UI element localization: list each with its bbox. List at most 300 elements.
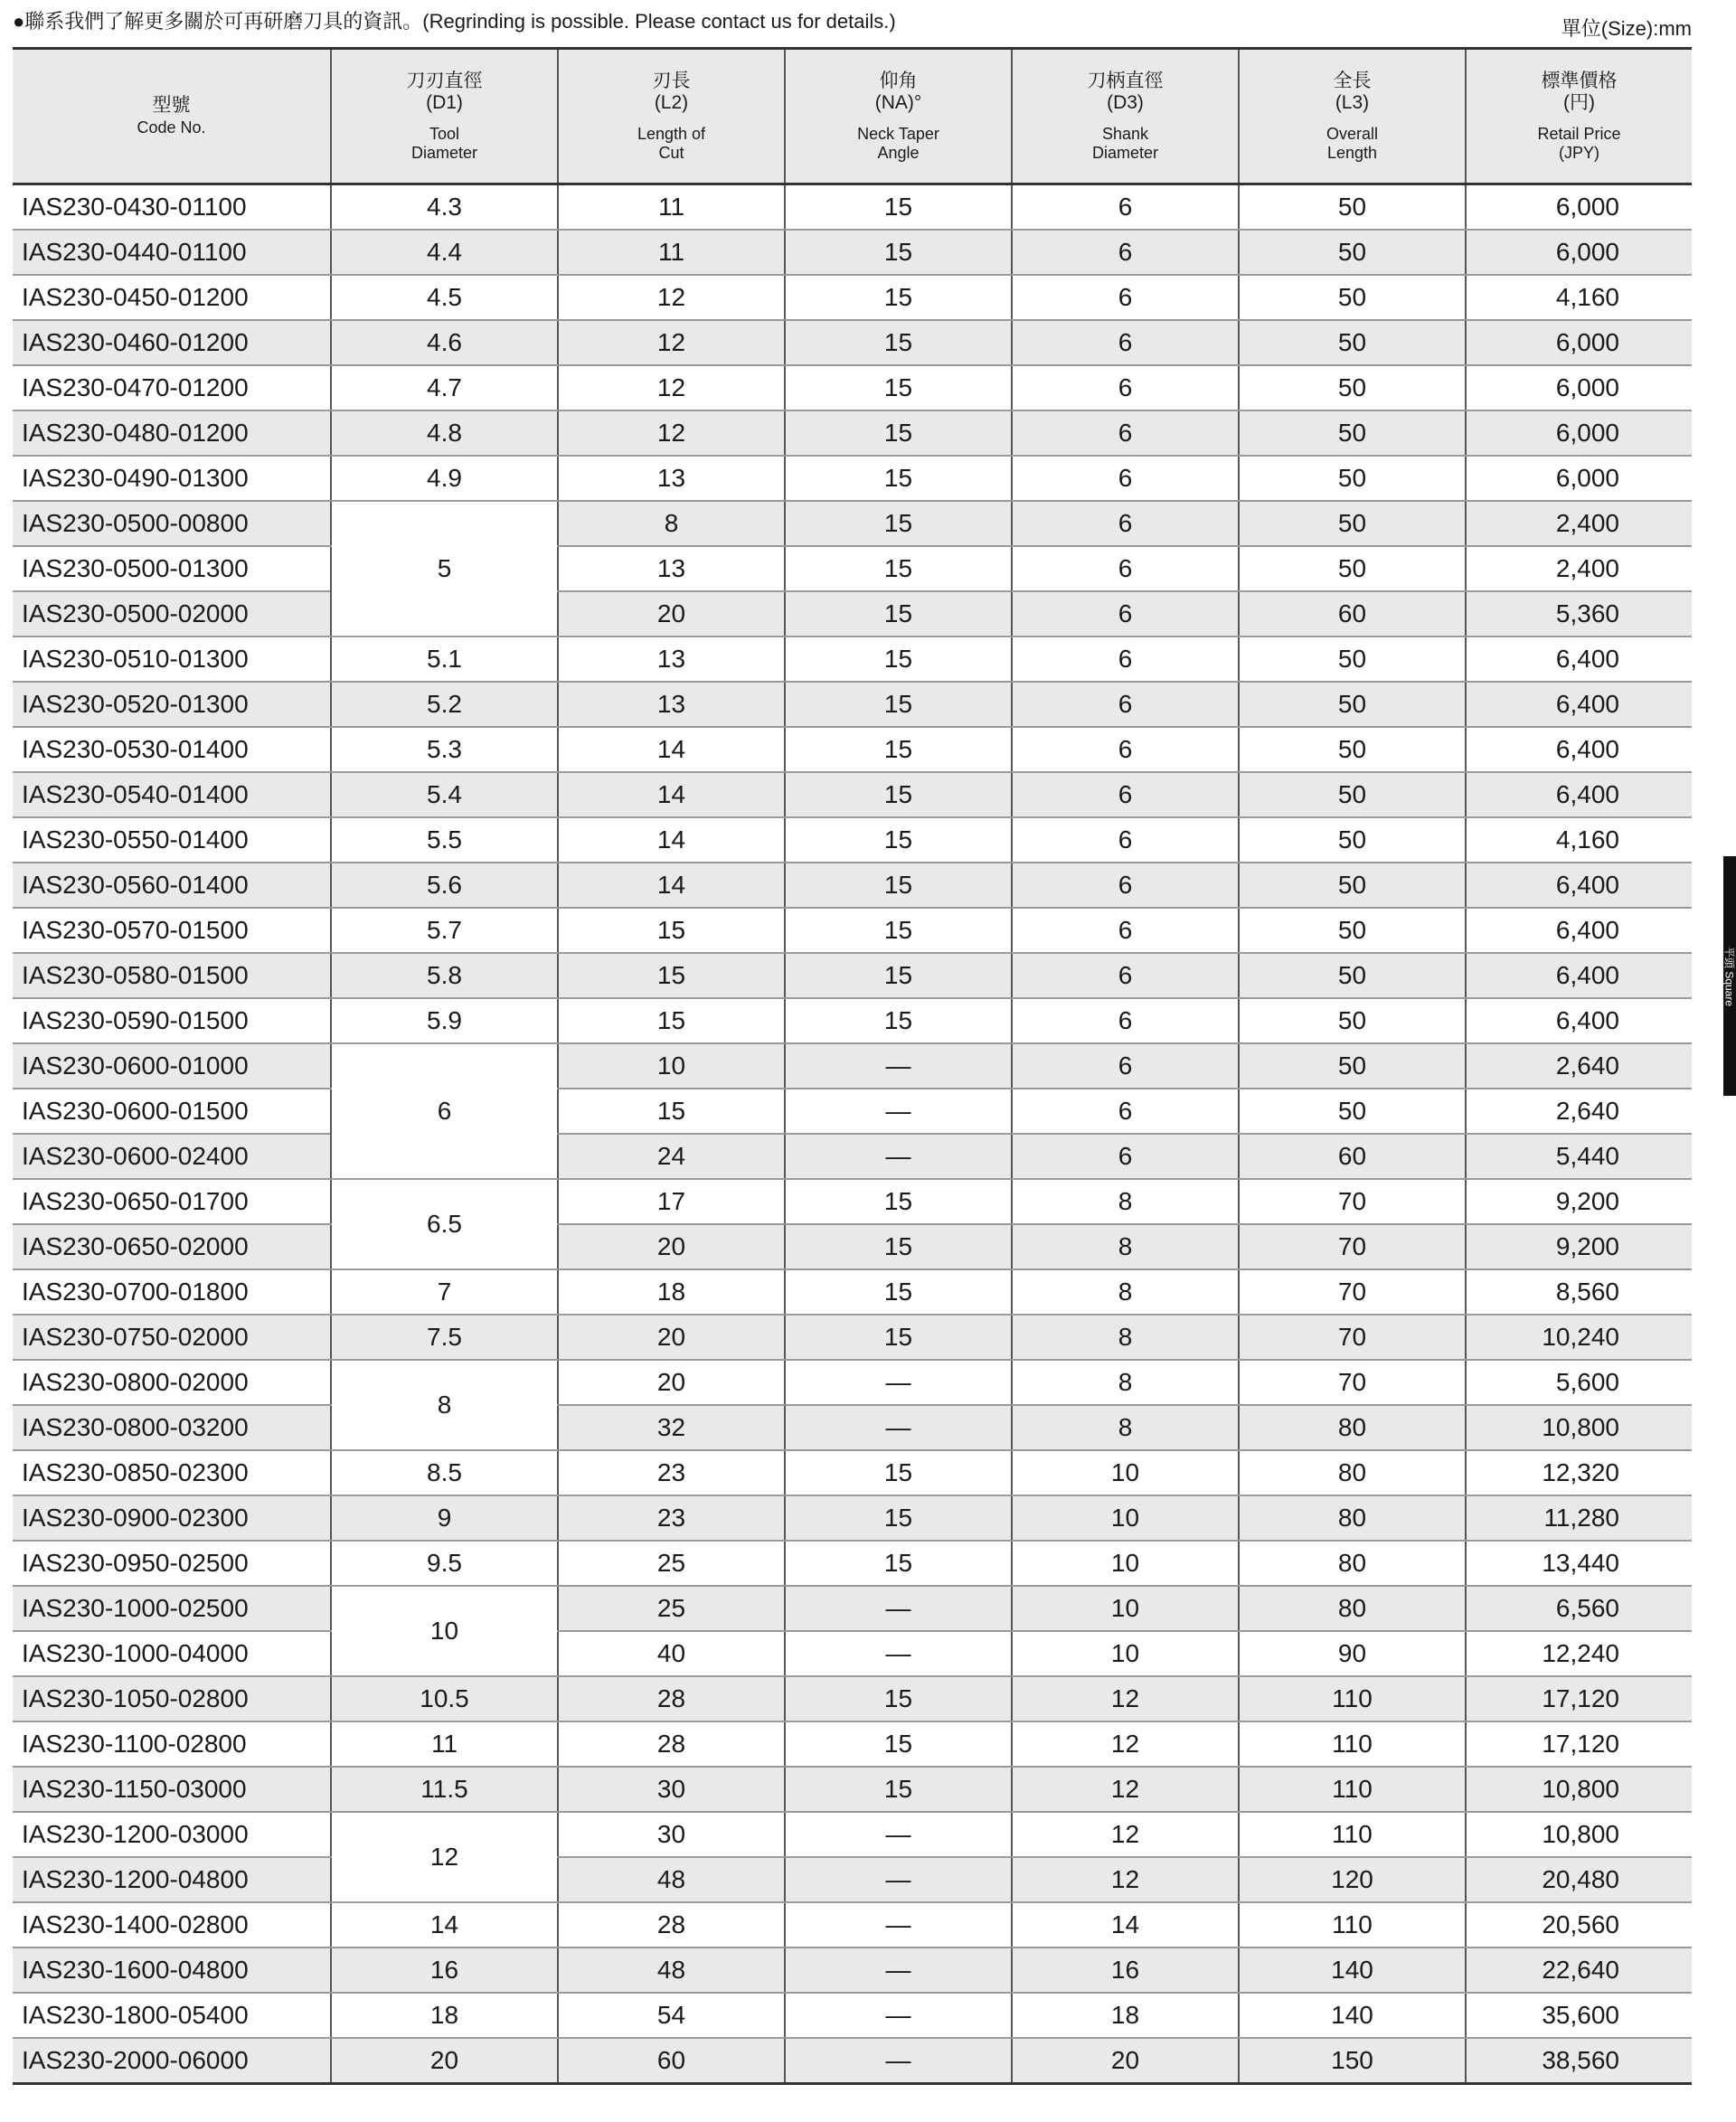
table-row [13,1902,1692,1948]
table-row [13,1495,1692,1541]
overall-length-cell: 50 [1239,1089,1466,1134]
neck-taper-angle-cell: — [785,1857,1012,1902]
side-tab-label: 平頭 Square [1723,946,1736,1006]
code-cell: IAS230-0590-01500 [13,998,331,1043]
length-of-cut-cell: 12 [558,275,785,320]
length-of-cut-cell: 48 [558,1857,785,1902]
tool-diameter-cell: 8.5 [331,1450,558,1495]
shank-diameter-cell: 6 [1012,230,1239,275]
table-row [13,1179,1692,1224]
code-cell: IAS230-1400-02800 [13,1902,331,1948]
retail-price-cell: 6,400 [1466,908,1692,953]
code-cell: IAS230-0430-01100 [13,184,331,231]
shank-diameter-cell: 6 [1012,591,1239,637]
retail-price-cell: 5,600 [1466,1360,1692,1405]
retail-price-cell: 12,320 [1466,1450,1692,1495]
table-row [13,2038,1692,2084]
table-body [13,184,1692,2084]
neck-taper-angle-cell: 15 [785,365,1012,410]
length-of-cut-cell: 14 [558,863,785,908]
length-of-cut-cell: 30 [558,1767,785,1812]
overall-length-cell: 50 [1239,908,1466,953]
overall-length-cell: 50 [1239,998,1466,1043]
neck-taper-angle-cell: 15 [785,1315,1012,1360]
header-symbol: (D1) [426,91,463,113]
code-cell: IAS230-0470-01200 [13,365,331,410]
retail-price-cell: 6,400 [1466,682,1692,727]
table-row [13,1134,1692,1179]
shank-diameter-cell: 6 [1012,410,1239,456]
length-of-cut-cell: 23 [558,1450,785,1495]
neck-taper-angle-cell: 15 [785,908,1012,953]
code-cell: IAS230-0700-01800 [13,1269,331,1315]
retail-price-cell: 6,000 [1466,410,1692,456]
length-of-cut-cell: 20 [558,591,785,637]
table-row [13,1631,1692,1676]
shank-diameter-cell: 12 [1012,1767,1239,1812]
table-row [13,1043,1692,1089]
neck-taper-angle-cell: 15 [785,1450,1012,1495]
retail-price-cell: 6,400 [1466,772,1692,817]
code-cell: IAS230-0950-02500 [13,1541,331,1586]
length-of-cut-cell: 54 [558,1993,785,2038]
overall-length-cell: 80 [1239,1495,1466,1541]
length-of-cut-cell: 24 [558,1134,785,1179]
tool-diameter-cell: 20 [331,2038,558,2084]
shank-diameter-cell: 8 [1012,1315,1239,1360]
table-row [13,772,1692,817]
code-cell: IAS230-0800-02000 [13,1360,331,1405]
neck-taper-angle-cell: 15 [785,953,1012,998]
shank-diameter-cell: 6 [1012,682,1239,727]
column-header [1466,49,1692,184]
length-of-cut-cell: 60 [558,2038,785,2084]
table-row [13,682,1692,727]
table-row [13,1360,1692,1405]
header-symbol: (D3) [1107,91,1144,113]
tool-diameter-cell: 5.7 [331,908,558,953]
shank-diameter-cell: 8 [1012,1179,1239,1224]
retail-price-cell: 5,360 [1466,591,1692,637]
table-row [13,1269,1692,1315]
length-of-cut-cell: 13 [558,637,785,682]
shank-diameter-cell: 6 [1012,727,1239,772]
retail-price-cell: 6,000 [1466,320,1692,365]
tool-diameter-cell: 5.9 [331,998,558,1043]
tool-diameter-cell: 5.1 [331,637,558,682]
table-row [13,1315,1692,1360]
column-header [785,49,1012,184]
column-header [331,49,558,184]
shank-diameter-cell: 8 [1012,1405,1239,1450]
tool-diameter-cell: 4.4 [331,230,558,275]
neck-taper-angle-cell: — [785,1089,1012,1134]
header-symbol: (円) [1563,91,1595,113]
shank-diameter-cell: 8 [1012,1224,1239,1269]
length-of-cut-cell: 13 [558,682,785,727]
code-cell: IAS230-1050-02800 [13,1676,331,1721]
unit-label: 單位(Size):mm [1561,17,1692,40]
header-label-en: Code No. [137,118,206,137]
tool-diameter-cell: 7.5 [331,1315,558,1360]
retail-price-cell: 17,120 [1466,1721,1692,1767]
overall-length-cell: 90 [1239,1631,1466,1676]
table-row [13,230,1692,275]
retail-price-cell: 11,280 [1466,1495,1692,1541]
neck-taper-angle-cell: 15 [785,1269,1012,1315]
tool-diameter-cell: 14 [331,1902,558,1948]
overall-length-cell: 70 [1239,1224,1466,1269]
code-cell: IAS230-0460-01200 [13,320,331,365]
overall-length-cell: 110 [1239,1721,1466,1767]
neck-taper-angle-cell: 15 [785,637,1012,682]
length-of-cut-cell: 18 [558,1269,785,1315]
shank-diameter-cell: 16 [1012,1948,1239,1993]
code-cell: IAS230-1600-04800 [13,1948,331,1993]
table-row [13,1993,1692,2038]
overall-length-cell: 50 [1239,275,1466,320]
table-row [13,817,1692,863]
overall-length-cell: 80 [1239,1450,1466,1495]
tool-diameter-cell: 4.6 [331,320,558,365]
retail-price-cell: 35,600 [1466,1993,1692,2038]
neck-taper-angle-cell: 15 [785,546,1012,591]
length-of-cut-cell: 14 [558,772,785,817]
shank-diameter-cell: 6 [1012,772,1239,817]
overall-length-cell: 50 [1239,637,1466,682]
side-tab-square [1723,856,1736,1096]
length-of-cut-cell: 15 [558,908,785,953]
retail-price-cell: 4,160 [1466,275,1692,320]
code-cell: IAS230-1000-02500 [13,1586,331,1631]
retail-price-cell: 20,560 [1466,1902,1692,1948]
code-cell: IAS230-0600-02400 [13,1134,331,1179]
retail-price-cell: 4,160 [1466,817,1692,863]
table-row [13,410,1692,456]
header-label-en: Overall Length [1326,124,1378,162]
table-row [13,275,1692,320]
shank-diameter-cell: 6 [1012,365,1239,410]
code-cell: IAS230-0510-01300 [13,637,331,682]
overall-length-cell: 140 [1239,1948,1466,1993]
retail-price-cell: 10,800 [1466,1767,1692,1812]
shank-diameter-cell: 6 [1012,1089,1239,1134]
table-row [13,1767,1692,1812]
code-cell: IAS230-0500-01300 [13,546,331,591]
tool-diameter-cell: 4.5 [331,275,558,320]
neck-taper-angle-cell: 15 [785,410,1012,456]
code-cell: IAS230-0530-01400 [13,727,331,772]
neck-taper-angle-cell: 15 [785,1541,1012,1586]
retail-price-cell: 12,240 [1466,1631,1692,1676]
code-cell: IAS230-0450-01200 [13,275,331,320]
table-row [13,1586,1692,1631]
length-of-cut-cell: 28 [558,1721,785,1767]
neck-taper-angle-cell: — [785,1134,1012,1179]
overall-length-cell: 60 [1239,1134,1466,1179]
header-label-en: Neck Taper Angle [857,124,939,162]
code-cell: IAS230-1200-03000 [13,1812,331,1857]
overall-length-cell: 110 [1239,1767,1466,1812]
code-cell: IAS230-0570-01500 [13,908,331,953]
shank-diameter-cell: 12 [1012,1721,1239,1767]
retail-price-cell: 6,000 [1466,184,1692,231]
retail-price-cell: 38,560 [1466,2038,1692,2084]
tool-diameter-cell: 5.4 [331,772,558,817]
header-row [13,49,1692,184]
shank-diameter-cell: 6 [1012,908,1239,953]
length-of-cut-cell: 11 [558,230,785,275]
shank-diameter-cell: 6 [1012,546,1239,591]
length-of-cut-cell: 32 [558,1405,785,1450]
retail-price-cell: 6,000 [1466,230,1692,275]
overall-length-cell: 110 [1239,1676,1466,1721]
table-row [13,1224,1692,1269]
shank-diameter-cell: 10 [1012,1495,1239,1541]
code-cell: IAS230-0550-01400 [13,817,331,863]
length-of-cut-cell: 15 [558,1089,785,1134]
length-of-cut-cell: 28 [558,1902,785,1948]
tool-diameter-cell: 8 [331,1360,558,1450]
shank-diameter-cell: 8 [1012,1269,1239,1315]
shank-diameter-cell: 6 [1012,1043,1239,1089]
tool-diameter-cell: 10.5 [331,1676,558,1721]
overall-length-cell: 50 [1239,184,1466,231]
code-cell: IAS230-0520-01300 [13,682,331,727]
tool-diameter-cell: 5.6 [331,863,558,908]
tool-diameter-cell: 6.5 [331,1179,558,1269]
code-cell: IAS230-0900-02300 [13,1495,331,1541]
tool-diameter-cell: 4.7 [331,365,558,410]
table-header [13,49,1692,184]
tool-diameter-cell: 11.5 [331,1767,558,1812]
overall-length-cell: 110 [1239,1812,1466,1857]
neck-taper-angle-cell: 15 [785,184,1012,231]
length-of-cut-cell: 8 [558,501,785,546]
tool-diameter-cell: 10 [331,1586,558,1676]
overall-length-cell: 150 [1239,2038,1466,2084]
table-row [13,456,1692,501]
retail-price-cell: 2,640 [1466,1089,1692,1134]
shank-diameter-cell: 18 [1012,1993,1239,2038]
shank-diameter-cell: 20 [1012,2038,1239,2084]
neck-taper-angle-cell: — [785,1631,1012,1676]
tool-diameter-cell: 5.5 [331,817,558,863]
length-of-cut-cell: 13 [558,456,785,501]
neck-taper-angle-cell: 15 [785,727,1012,772]
retail-price-cell: 6,000 [1466,456,1692,501]
neck-taper-angle-cell: 15 [785,320,1012,365]
shank-diameter-cell: 12 [1012,1812,1239,1857]
shank-diameter-cell: 6 [1012,184,1239,231]
overall-length-cell: 60 [1239,591,1466,637]
overall-length-cell: 120 [1239,1857,1466,1902]
code-cell: IAS230-0560-01400 [13,863,331,908]
header-label-en: Shank Diameter [1091,124,1159,162]
neck-taper-angle-cell: 15 [785,591,1012,637]
code-cell: IAS230-0500-02000 [13,591,331,637]
neck-taper-angle-cell: 15 [785,1676,1012,1721]
length-of-cut-cell: 40 [558,1631,785,1676]
column-header [558,49,785,184]
shank-diameter-cell: 6 [1012,456,1239,501]
column-header [13,49,331,184]
code-cell: IAS230-0490-01300 [13,456,331,501]
neck-taper-angle-cell: 15 [785,230,1012,275]
header-label-zh: 仰角 [879,70,918,91]
header-symbol: (L3) [1335,91,1370,113]
code-cell: IAS230-1100-02800 [13,1721,331,1767]
retail-price-cell: 10,800 [1466,1405,1692,1450]
shank-diameter-cell: 6 [1012,637,1239,682]
header-label-zh: 刀柄直徑 [1087,70,1164,91]
table-row [13,1676,1692,1721]
overall-length-cell: 50 [1239,817,1466,863]
tool-diameter-cell: 7 [331,1269,558,1315]
overall-length-cell: 80 [1239,1586,1466,1631]
retail-price-cell: 13,440 [1466,1541,1692,1586]
length-of-cut-cell: 15 [558,998,785,1043]
neck-taper-angle-cell: 15 [785,1495,1012,1541]
neck-taper-angle-cell: — [785,1993,1012,2038]
neck-taper-angle-cell: 15 [785,1224,1012,1269]
column-header [1239,49,1466,184]
code-cell: IAS230-0650-01700 [13,1179,331,1224]
retail-price-cell: 6,400 [1466,727,1692,772]
neck-taper-angle-cell: 15 [785,1721,1012,1767]
overall-length-cell: 50 [1239,410,1466,456]
tool-diameter-cell: 9.5 [331,1541,558,1586]
neck-taper-angle-cell: — [785,1902,1012,1948]
neck-taper-angle-cell: 15 [785,501,1012,546]
overall-length-cell: 50 [1239,1043,1466,1089]
neck-taper-angle-cell: 15 [785,772,1012,817]
length-of-cut-cell: 48 [558,1948,785,1993]
neck-taper-angle-cell: 15 [785,1767,1012,1812]
header-symbol: (NA)° [874,91,922,113]
retail-price-cell: 6,400 [1466,953,1692,998]
table-row [13,1089,1692,1134]
overall-length-cell: 50 [1239,230,1466,275]
shank-diameter-cell: 10 [1012,1586,1239,1631]
retail-price-cell: 6,400 [1466,863,1692,908]
length-of-cut-cell: 23 [558,1495,785,1541]
length-of-cut-cell: 12 [558,410,785,456]
overall-length-cell: 70 [1239,1269,1466,1315]
table-row [13,863,1692,908]
neck-taper-angle-cell: — [785,1586,1012,1631]
code-cell: IAS230-0580-01500 [13,953,331,998]
table-row [13,637,1692,682]
code-cell: IAS230-0500-00800 [13,501,331,546]
neck-taper-angle-cell: 15 [785,1179,1012,1224]
overall-length-cell: 50 [1239,727,1466,772]
overall-length-cell: 50 [1239,546,1466,591]
neck-taper-angle-cell: — [785,1812,1012,1857]
table-row [13,546,1692,591]
length-of-cut-cell: 25 [558,1586,785,1631]
code-cell: IAS230-1150-03000 [13,1767,331,1812]
length-of-cut-cell: 14 [558,727,785,772]
retail-price-cell: 17,120 [1466,1676,1692,1721]
table-row [13,320,1692,365]
code-cell: IAS230-0750-02000 [13,1315,331,1360]
tool-diameter-cell: 4.8 [331,410,558,456]
retail-price-cell: 20,480 [1466,1857,1692,1902]
shank-diameter-cell: 10 [1012,1450,1239,1495]
shank-diameter-cell: 6 [1012,817,1239,863]
shank-diameter-cell: 6 [1012,953,1239,998]
table-row [13,953,1692,998]
code-cell: IAS230-0850-02300 [13,1450,331,1495]
retail-price-cell: 2,400 [1466,501,1692,546]
code-cell: IAS230-0650-02000 [13,1224,331,1269]
length-of-cut-cell: 20 [558,1360,785,1405]
length-of-cut-cell: 20 [558,1315,785,1360]
overall-length-cell: 50 [1239,320,1466,365]
table-row [13,591,1692,637]
tool-diameter-cell: 5 [331,501,558,637]
retail-price-cell: 6,560 [1466,1586,1692,1631]
table-row [13,727,1692,772]
overall-length-cell: 50 [1239,772,1466,817]
overall-length-cell: 80 [1239,1405,1466,1450]
shank-diameter-cell: 6 [1012,998,1239,1043]
code-cell: IAS230-0480-01200 [13,410,331,456]
table-row [13,1405,1692,1450]
tool-diameter-cell: 9 [331,1495,558,1541]
header-label-en: Length of Cut [637,124,706,162]
shank-diameter-cell: 6 [1012,275,1239,320]
overall-length-cell: 110 [1239,1902,1466,1948]
length-of-cut-cell: 12 [558,320,785,365]
overall-length-cell: 70 [1239,1179,1466,1224]
retail-price-cell: 10,800 [1466,1812,1692,1857]
shank-diameter-cell: 10 [1012,1541,1239,1586]
shank-diameter-cell: 6 [1012,1134,1239,1179]
length-of-cut-cell: 13 [558,546,785,591]
overall-length-cell: 70 [1239,1315,1466,1360]
length-of-cut-cell: 17 [558,1179,785,1224]
length-of-cut-cell: 11 [558,184,785,231]
table-row [13,184,1692,231]
length-of-cut-cell: 20 [558,1224,785,1269]
length-of-cut-cell: 15 [558,953,785,998]
retail-price-cell: 6,400 [1466,998,1692,1043]
overall-length-cell: 50 [1239,365,1466,410]
regrinding-note: ●聯系我們了解更多關於可再研磨刀具的資訊。(Regrinding is possible. Please contact us for details.) [13,10,896,33]
table-row [13,1948,1692,1993]
neck-taper-angle-cell: — [785,1948,1012,1993]
header-symbol: (L2) [654,91,689,113]
shank-diameter-cell: 12 [1012,1676,1239,1721]
shank-diameter-cell: 12 [1012,1857,1239,1902]
retail-price-cell: 9,200 [1466,1224,1692,1269]
header-label-zh: 刀刃直徑 [406,70,483,91]
table-row [13,1721,1692,1767]
retail-price-cell: 5,440 [1466,1134,1692,1179]
tool-diameter-cell: 5.2 [331,682,558,727]
table-row [13,1857,1692,1902]
neck-taper-angle-cell: 15 [785,275,1012,320]
neck-taper-angle-cell: 15 [785,998,1012,1043]
neck-taper-angle-cell: 15 [785,456,1012,501]
code-cell: IAS230-0600-01500 [13,1089,331,1134]
tool-diameter-cell: 6 [331,1043,558,1179]
overall-length-cell: 50 [1239,682,1466,727]
table-row [13,365,1692,410]
tool-diameter-cell: 5.8 [331,953,558,998]
